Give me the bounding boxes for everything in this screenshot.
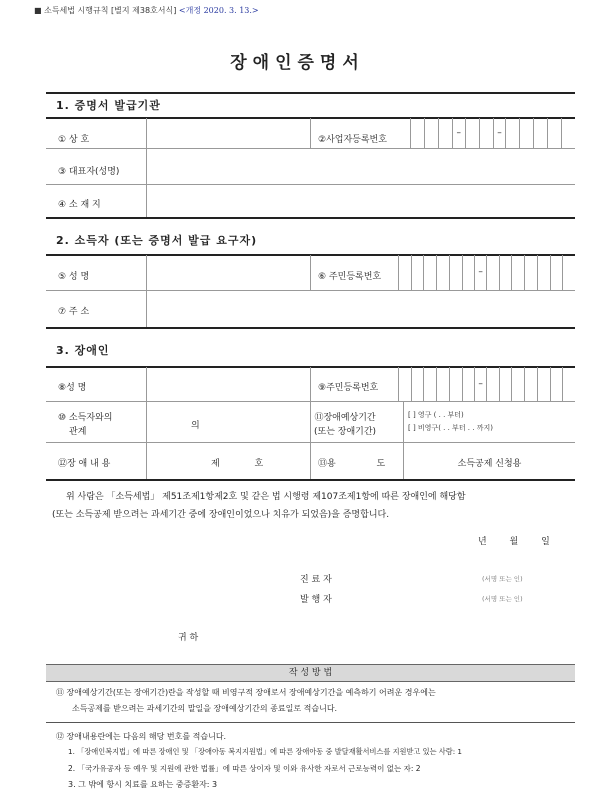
earner-divider xyxy=(310,255,311,290)
earner-name-label: ⑤ 성 명 xyxy=(58,272,90,282)
certification-line2: (또는 소득공제 받으려는 과세기간 중에 장애인이었으나 치유가 되었음)을 증명합니다. xyxy=(52,510,390,520)
revision-date: <개정 2020. 3. 13.> xyxy=(178,6,259,15)
section1-top-rule xyxy=(46,92,575,94)
earner-address-field[interactable] xyxy=(147,291,575,327)
expected-period-divider xyxy=(403,402,404,442)
purpose-value: 소득공제 신청용 xyxy=(457,459,522,469)
issuer-name-field[interactable] xyxy=(345,586,475,604)
earner-resident-no-label: ⑥ 주민등록번호 xyxy=(318,272,382,282)
business-reg-field[interactable]: – – xyxy=(411,118,575,148)
form-reference xyxy=(34,5,259,16)
issuer-sign-hint: (서명 또는 인) xyxy=(482,595,523,603)
company-divider xyxy=(310,118,311,148)
relationship-field[interactable] xyxy=(147,402,309,442)
section3-bottom-rule xyxy=(46,479,575,481)
instruction-12-line1: ⑫ 장애내용란에는 다음의 해당 번호를 적습니다. xyxy=(56,732,227,741)
relationship-label-line1: ⑩ 소득자와의 xyxy=(58,413,113,423)
instruction-11-line1: ⑪ 장애예상기간(또는 장애기간)란을 작성할 때 비영구적 장애로서 장애예상기간을 예측하기 어려운 경우에는 xyxy=(56,688,436,697)
expected-period-options xyxy=(408,409,493,435)
disability-type-value: 제 호 xyxy=(211,459,264,469)
representative-label: ③ 대표자(성명) xyxy=(58,167,120,177)
disabled-resident-no-field[interactable]: – xyxy=(399,367,575,401)
disabled-resident-no-label: ⑨주민등록번호 xyxy=(318,383,379,393)
section3-heading: 3. 장애인 xyxy=(56,344,110,357)
certification-line1: 위 사람은 「소득세법」 제51조제1항제2호 및 같은 법 시행령 제107조제1항에 따른 장애인에 해당함 xyxy=(66,492,466,502)
instructions-heading: 작 성 방 법 xyxy=(46,664,575,682)
section2-bottom-rule xyxy=(46,327,575,329)
disabled-name-field[interactable] xyxy=(147,367,309,401)
doctor-sign-hint: (서명 또는 인) xyxy=(482,575,523,583)
doctor-label: 진 료 자 xyxy=(300,575,332,585)
earner-address-label: ⑦ 주 소 xyxy=(58,307,90,317)
section1-bottom-rule xyxy=(46,217,575,219)
relationship-label-line2: 관계 xyxy=(69,427,87,437)
form-ref-text: ■ 소득세법 시행규칙 [별지 제38호서식] xyxy=(34,6,177,15)
issuer-label: 발 행 자 xyxy=(300,595,332,605)
expected-period-label xyxy=(314,411,376,439)
relationship-label xyxy=(58,411,112,439)
row-rule xyxy=(46,442,575,443)
section2-heading: 2. 소득자 (또는 증명서 발급 요구자) xyxy=(56,234,258,247)
instruction-12-item2: 2. 「국가유공자 등 예우 및 지원에 관한 법률」에 따른 상이자 및 이와 유사한 자로서 근로능력이 없는 자: 2 xyxy=(68,764,421,773)
non-permanent-checkbox[interactable]: [ ] 비영구( . . 부터 . . 까지) xyxy=(408,424,493,432)
instruction-divider xyxy=(46,722,575,723)
document-title: 장애인증명서 xyxy=(230,53,365,73)
permanent-checkbox[interactable]: [ ] 영구 ( . . 부터) xyxy=(408,411,464,419)
section3-mid-divider xyxy=(310,367,311,479)
row-rule xyxy=(46,401,575,402)
location-field[interactable] xyxy=(147,185,575,217)
expected-period-label-line1: ⑪장애예상기간 xyxy=(314,413,376,423)
disabled-name-label: ⑧성 명 xyxy=(58,383,87,393)
expected-period-label-line2: (또는 장애기간) xyxy=(314,427,377,437)
recipient-label: 귀 하 xyxy=(178,633,199,643)
doctor-name-field[interactable] xyxy=(345,566,475,584)
company-name-label: ① 상 호 xyxy=(58,135,90,145)
relationship-suffix: 의 xyxy=(191,421,200,431)
location-label: ④ 소 재 지 xyxy=(58,200,101,210)
instruction-11-line2: 소득공제를 받으려는 과세기간의 말일을 장애예상기간의 종료일로 적습니다. xyxy=(72,704,338,713)
instruction-12-item3: 3. 그 밖에 항시 치료를 요하는 중증환자: 3 xyxy=(68,780,218,789)
issue-date: 년 월 일 xyxy=(478,537,550,547)
earner-resident-no-field[interactable]: – xyxy=(399,255,575,290)
section1-heading: 1. 증명서 발급기관 xyxy=(56,99,161,112)
purpose-label: ⑬용 도 xyxy=(318,459,386,469)
disability-type-label: ⑫장 애 내 용 xyxy=(58,459,111,469)
representative-field[interactable] xyxy=(147,149,575,184)
disability-type-field[interactable] xyxy=(147,443,309,479)
company-name-field[interactable] xyxy=(147,118,309,148)
earner-name-field[interactable] xyxy=(147,255,309,290)
instruction-12-item1: 1. 「장애인복지법」에 따른 장애인 및 「장애아동 복지지원법」에 따른 장애아동 중 발달재활서비스를 지원받고 있는 사람: 1 xyxy=(68,747,462,756)
business-reg-label: ②사업자등록번호 xyxy=(318,135,387,145)
